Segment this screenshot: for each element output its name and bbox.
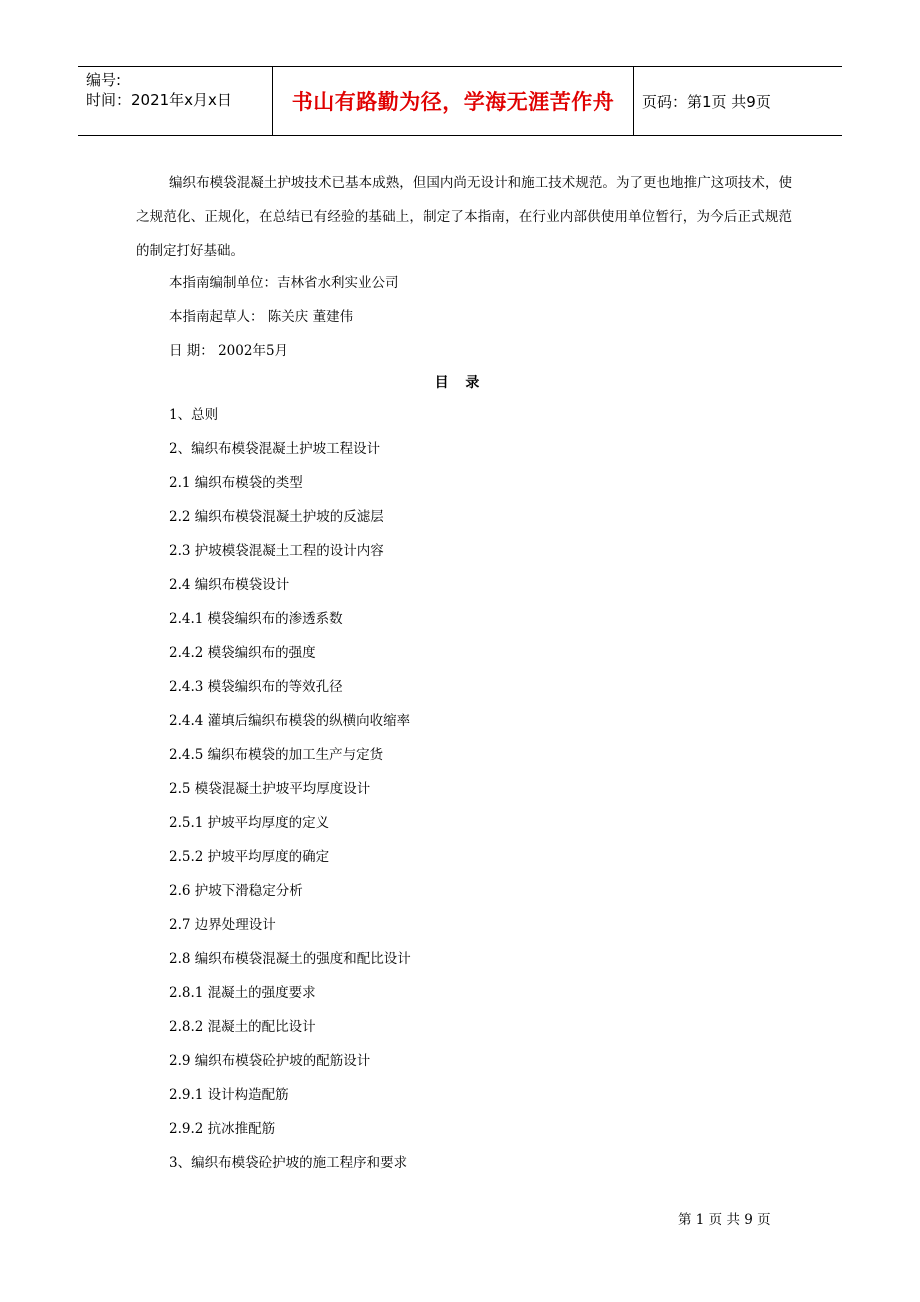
toc-item: 2.3 护坡模袋混凝土工程的设计内容: [169, 543, 384, 559]
toc-item: 2.6 护坡下滑稳定分析: [169, 883, 303, 899]
motto-cell: [273, 67, 634, 135]
toc-item: 2.9 编织布模袋砼护坡的配筋设计: [169, 1053, 371, 1069]
motto-text: 书山有路勤为径，学海无涯苦作舟: [291, 90, 615, 114]
toc-item: 2.2 编织布模袋混凝土护坡的反滤层: [169, 509, 384, 525]
toc-item: 2.8.1 混凝土的强度要求: [169, 985, 316, 1001]
toc-item: 2.9.1 设计构造配筋: [169, 1087, 289, 1103]
toc-item: 2.4.5 编织布模袋的加工生产与定货: [169, 747, 384, 763]
toc-item: 2.4 编织布模袋设计: [169, 577, 290, 593]
toc-item: 2.1 编织布模袋的类型: [169, 475, 303, 491]
toc-item: 2.4.2 模袋编织布的强度: [169, 645, 316, 661]
toc-item: 2.9.2 抗冰推配筋: [169, 1121, 276, 1137]
toc-item: 2.7 边界处理设计: [169, 917, 276, 933]
toc-list: [169, 405, 411, 1187]
drafters: 本指南起草人： 陈关庆 董建伟: [169, 309, 354, 325]
compiling-unit: 本指南编制单位：吉林省水利实业公司: [169, 275, 399, 291]
page-info-cell: [634, 67, 842, 135]
toc-item: 2、编织布模袋混凝土护坡工程设计: [169, 441, 381, 457]
toc-item: 2.4.4 灌填后编织布模袋的纵横向收缩率: [169, 713, 411, 729]
page-footer: 第 1 页 共 9 页: [678, 1212, 771, 1228]
toc-item: 2.5.1 护坡平均厚度的定义: [169, 815, 330, 831]
toc-item: 2.5.2 护坡平均厚度的确定: [169, 849, 330, 865]
document-header: [78, 66, 842, 136]
toc-item: 2.8 编织布模袋混凝土的强度和配比设计: [169, 951, 411, 967]
page-info-text: 页码：第1页 共9页: [642, 92, 771, 111]
toc-item: 2.4.1 模袋编织布的渗透系数: [169, 611, 343, 627]
toc-item: 2.4.3 模袋编织布的等效孔径: [169, 679, 343, 695]
date-line: 日 期： 2002年5月: [169, 343, 289, 359]
toc-title: 目 录: [434, 375, 486, 391]
serial-label: 编号:: [86, 71, 122, 89]
toc-item: 1、总则: [169, 407, 219, 423]
header-meta-cell: [78, 67, 273, 135]
toc-item: 3、编织布模袋砼护坡的施工程序和要求: [169, 1155, 408, 1171]
time-label: 时间：2021年x月x日: [86, 91, 232, 109]
toc-item: 2.8.2 混凝土的配比设计: [169, 1019, 316, 1035]
intro-paragraph: 编织布模袋混凝土护坡技术已基本成熟，但国内尚无设计和施工技术规范。为了更也地推广这项技术，使之规范化、正规化，在总结已有经验的基础上，制定了本指南，在行业内部供使用单位暂行，为今后正式规范的制定打好基础。: [136, 175, 792, 259]
toc-item: 2.5 模袋混凝土护坡平均厚度设计: [169, 781, 371, 797]
